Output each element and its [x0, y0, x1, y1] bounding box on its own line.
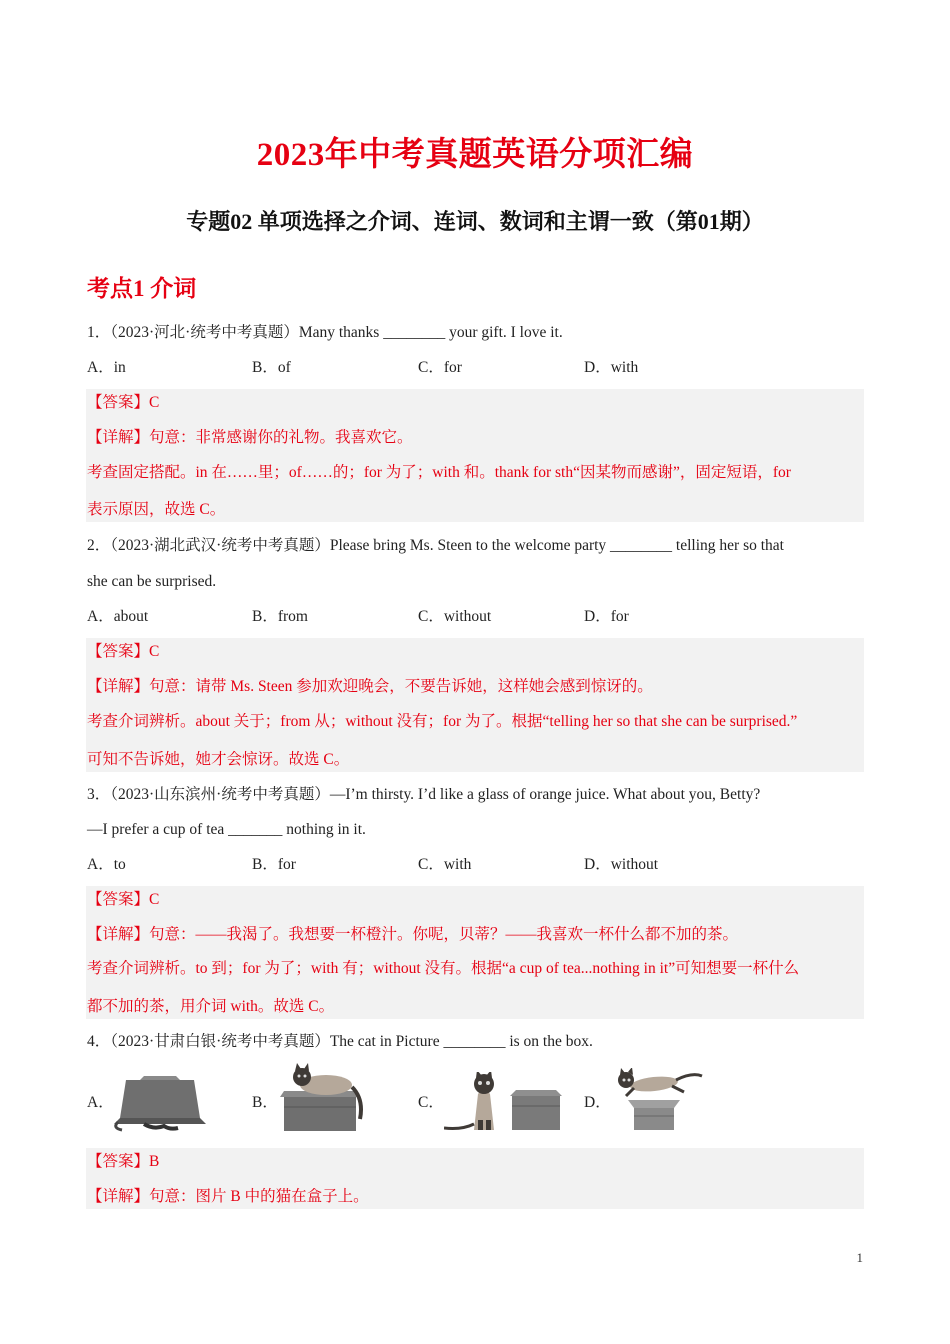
q4-answer: 【答案】B [87, 1153, 160, 1170]
question-3-stem: 3．（2023·山东滨州·统考中考真题）—I’m thirsty. I’d like a glass of orange juice. What about you, Betty? [87, 786, 761, 803]
q1-option-a: A．in [87, 359, 126, 376]
q1-detail: 【详解】句意：非常感谢你的礼物。我喜欢它。 [87, 429, 413, 446]
q1-option-c: C．for [418, 359, 462, 376]
q2-option-d: D．for [584, 608, 629, 625]
q2-analysis-line2: 可知不告诉她，她才会惊讶。故选 C。 [87, 751, 350, 768]
q2-detail: 【详解】句意：请带 Ms. Steen 参加欢迎晚会，不要告诉她，这样她会感到惊讶的。 [87, 678, 653, 695]
page-title: 2023年中考真题英语分项汇编 [256, 137, 694, 173]
question-3-stem-cont: —I prefer a cup of tea _______ nothing in it. [87, 821, 366, 838]
q2-option-b: B．from [252, 608, 308, 625]
q2-option-a: A．about [87, 608, 149, 625]
q2-option-c: C．without [418, 608, 492, 625]
q4-option-a: A． [87, 1094, 114, 1111]
q3-answer: 【答案】C [87, 891, 160, 908]
question-2-stem: 2．（2023·湖北武汉·统考中考真题）Please bring Ms. Steen to the welcome party ________ telling her so that [87, 537, 784, 554]
q4-detail: 【详解】句意：图片 B 中的猫在盒子上。 [87, 1188, 369, 1205]
picture-a-cat-under-box [114, 1076, 206, 1132]
q3-option-a: A．to [87, 856, 126, 873]
q1-analysis-line2: 表示原因，故选 C。 [87, 501, 226, 518]
picture-d-cat-over-box [612, 1068, 704, 1132]
section-heading: 考点1 介词 [87, 276, 197, 301]
q3-option-b: B．for [252, 856, 296, 873]
q4-option-c: C． [418, 1094, 444, 1111]
picture-c-cat-beside-box [444, 1072, 562, 1132]
q1-option-b: B．of [252, 359, 291, 376]
q4-option-d: D． [584, 1094, 611, 1111]
question-1-stem: 1．（2023·河北·统考中考真题）Many thanks ________ your gift. I love it. [87, 324, 563, 341]
picture-b-cat-on-box [280, 1063, 364, 1133]
q2-analysis-line1: 考查介词辨析。about 关于；from 从；without 没有；for 为了。根据“telling her so that she can be surprised.” [87, 713, 798, 730]
q2-answer: 【答案】C [87, 643, 160, 660]
page-subtitle: 专题02 单项选择之介词、连词、数词和主谓一致（第01期） [186, 209, 764, 234]
question-2-stem-cont: she can be surprised. [87, 573, 217, 590]
q4-option-b: B． [252, 1094, 278, 1111]
q1-analysis-line1: 考查固定搭配。in 在……里；of……的；for 为了；with 和。thank for sth“因某物而感谢”，固定短语，for [87, 464, 791, 481]
q1-answer: 【答案】C [87, 394, 160, 411]
q3-option-d: D．without [584, 856, 659, 873]
question-4-stem: 4．（2023·甘肃白银·统考中考真题）The cat in Picture ________ is on the box. [87, 1033, 593, 1050]
page-number: 1 [856, 1250, 863, 1265]
q1-option-d: D．with [584, 359, 639, 376]
q3-detail: 【详解】句意：——我渴了。我想要一杯橙汁。你呢，贝蒂？——我喜欢一杯什么都不加的茶。 [87, 926, 739, 943]
q3-analysis-line2: 都不加的茶，用介词 with。故选 C。 [87, 998, 335, 1015]
q3-analysis-line1: 考查介词辨析。to 到；for 为了；with 有；without 没有。根据“a cup of tea...nothing in it”可知想要一杯什么 [87, 960, 800, 977]
q3-option-c: C．with [418, 856, 472, 873]
